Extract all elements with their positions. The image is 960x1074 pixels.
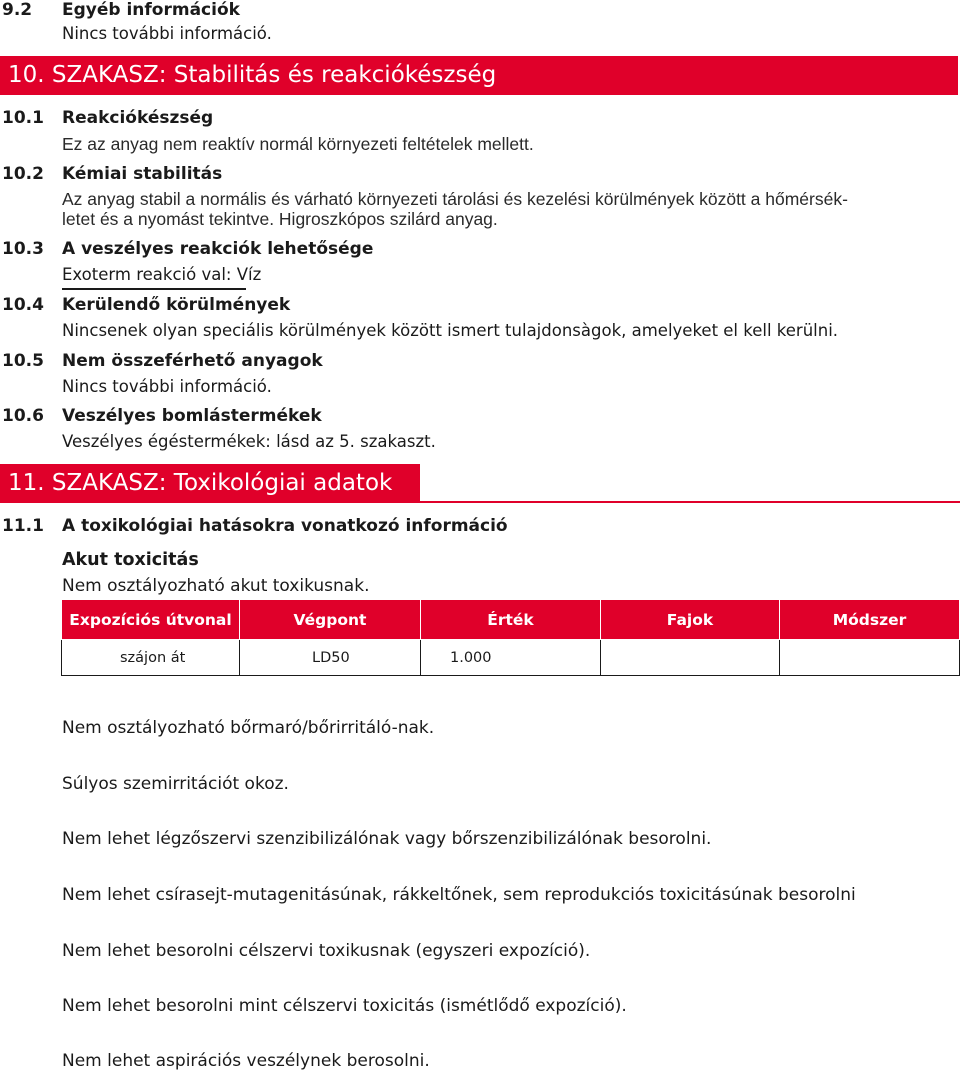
statement-7: Nem lehet aspirációs veszélynek berosolni. xyxy=(62,1051,430,1071)
section-title-10-3: A veszélyes reakciók lehetősége xyxy=(62,239,374,259)
table-cell: LD50 xyxy=(240,640,421,676)
section-text-10-3: Exoterm reakció val: Víz xyxy=(62,265,262,284)
section-number-10-6: 10.6 xyxy=(2,406,44,426)
section-number-10-3: 10.3 xyxy=(2,239,44,259)
section-number-10-4: 10.4 xyxy=(2,295,44,315)
table-cell: szájon át xyxy=(62,640,240,676)
section-text-10-4: Nincsenek olyan speciális körülmények között ismert tulajdonsàgok, amelyeket el kell kerülni. xyxy=(62,321,839,340)
section-text-9-2: Nincs további információ. xyxy=(62,24,272,43)
section-title-10-4: Kerülendő körülmények xyxy=(62,295,291,315)
column-header: Fajok xyxy=(601,600,780,640)
section-number-11-1: 11.1 xyxy=(2,516,44,536)
column-header: Expozíciós útvonal xyxy=(62,600,240,640)
section-title-10-5: Nem összeférhető anyagok xyxy=(62,351,323,371)
text-underline xyxy=(62,288,246,290)
toxicity-table xyxy=(61,599,960,676)
table-row xyxy=(62,640,960,676)
section-11-banner: 11. SZAKASZ: Toxikológiai adatok xyxy=(0,464,420,503)
table-header-row xyxy=(62,600,960,640)
section-number-10-5: 10.5 xyxy=(2,351,44,371)
section-number-10-2: 10.2 xyxy=(2,164,44,184)
column-header: Végpont xyxy=(240,600,421,640)
table-cell xyxy=(780,640,960,676)
section-10-banner: 10. SZAKASZ: Stabilitás és reakciókészség xyxy=(0,56,958,95)
statement-1: Nem osztályozható bőrmaró/bőrirritáló-nak. xyxy=(62,718,435,738)
section-11-rule xyxy=(0,501,960,503)
acute-toxicity-text: Nem osztályozható akut toxikusnak. xyxy=(62,576,370,596)
section-title-11-1: A toxikológiai hatásokra vonatkozó információ xyxy=(62,516,508,536)
statement-5: Nem lehet besorolni célszervi toxikusnak (egyszeri expozíció). xyxy=(62,941,591,961)
table-cell: 1.000 xyxy=(421,640,601,676)
statement-6: Nem lehet besorolni mint célszervi toxicitás (ismétlődő expozíció). xyxy=(62,996,627,1016)
column-header: Érték xyxy=(421,600,601,640)
statement-3: Nem lehet légzőszervi szenzibilizálónak vagy bőrszenzibilizálónak besorolni. xyxy=(62,829,712,849)
section-text-10-1: Ez az anyag nem reaktív normál környezeti feltételek mellett. xyxy=(62,134,534,154)
statement-4: Nem lehet csírasejt-mutagenitásúnak, rákkeltőnek, sem reprodukciós toxicitásúnak besorolni xyxy=(62,885,856,905)
section-text-10-2-line2: letet és a nyomást tekintve. Higroszkópos szilárd anyag. xyxy=(62,209,498,229)
section-text-10-6: Veszélyes égéstermékek: lásd az 5. szakaszt. xyxy=(62,432,436,451)
table-cell xyxy=(601,640,780,676)
statement-2: Súlyos szemirritációt okoz. xyxy=(62,774,289,794)
section-title-10-6: Veszélyes bomlástermékek xyxy=(62,406,322,426)
section-number-9-2: 9.2 xyxy=(2,0,33,20)
section-title-10-1: Reakciókészség xyxy=(62,108,214,128)
section-title-10-2: Kémiai stabilitás xyxy=(62,164,223,184)
section-text-10-5: Nincs további információ. xyxy=(62,377,272,396)
acute-toxicity-title: Akut toxicitás xyxy=(62,550,199,570)
column-header: Módszer xyxy=(780,600,960,640)
section-number-10-1: 10.1 xyxy=(2,108,44,128)
section-title-9-2: Egyéb információk xyxy=(62,0,240,20)
section-text-10-2-line1: Az anyag stabil a normális és várható környezeti tárolási és kezelési körülmények között a hőmérsék- xyxy=(62,189,848,209)
